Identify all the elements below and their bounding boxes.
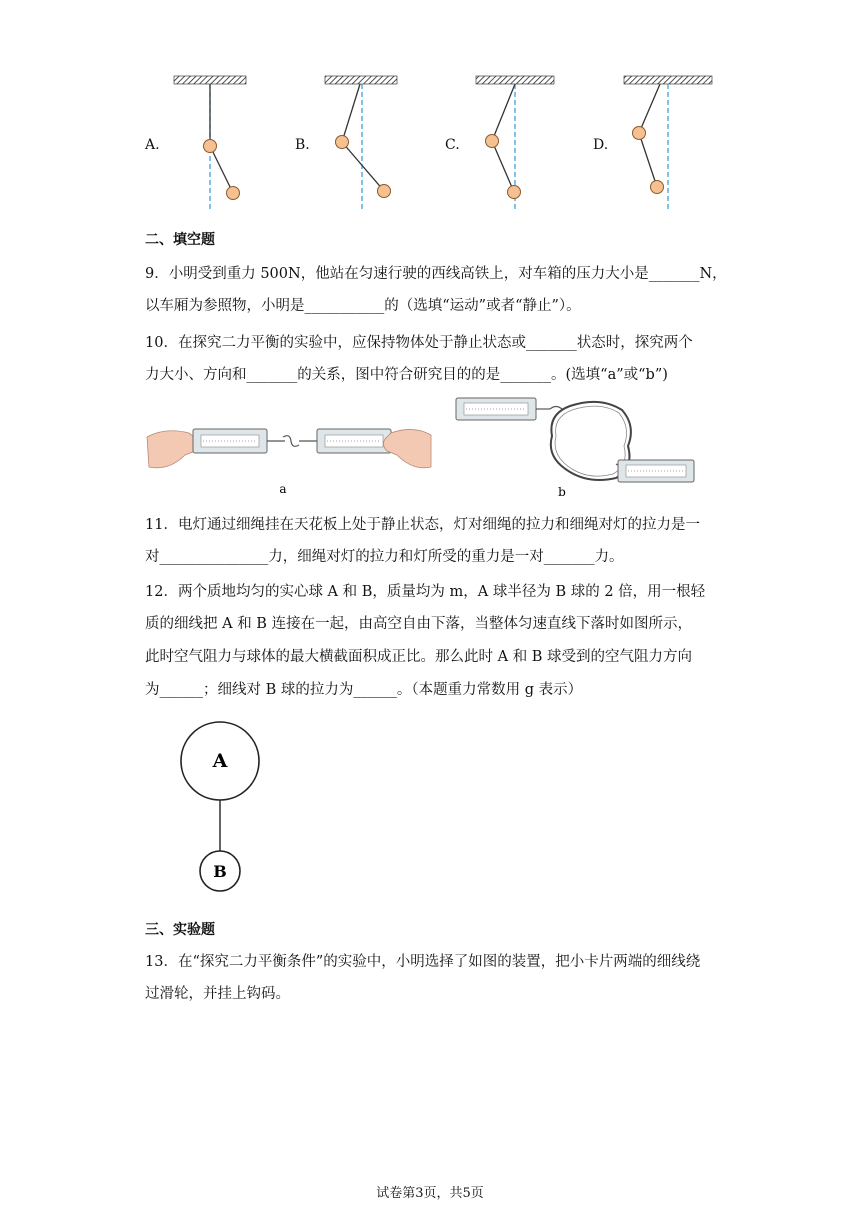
q9-line-2: 以车厢为参照物，小明是___________的（选填“运动”或者“静止”）。 [145,298,581,314]
pendulum-a [174,76,246,212]
section-heading-fill-in: 二、填空题 [145,232,215,248]
pendulum-b [325,76,397,212]
balls-figure [170,718,280,898]
figure-a-spring-scales [145,415,435,495]
pendulum-figures [0,0,860,220]
figure-a-label: a [279,482,287,495]
option-c-label: C. [445,137,460,153]
figure-b-label: b [558,485,566,499]
ball-a-label: A [212,750,228,772]
q12-line-1: 12．两个质地均匀的实心球 A 和 B，质量均为 m，A 球半径为 B 球的 2 倍，用一根轻 [145,584,706,600]
q11-line-2: 对_______________力，细绳对灯的拉力和灯所受的重力是一对_______力。 [145,549,624,565]
ball-b-label: B [213,862,227,881]
figure-b-spring-scales [450,392,700,502]
q11-line-1: 11．电灯通过细绳挂在天花板上处于静止状态，灯对细绳的拉力和细绳对灯的拉力是一 [145,517,700,533]
q9-line-1: 9．小明受到重力 500N，他站在匀速行驶的西线高铁上，对车箱的压力大小是_______N， [145,266,727,282]
section-heading-experiment: 三、实验题 [145,922,215,938]
pendulum-c [476,76,554,212]
q10-line-2: 力大小、方向和_______的关系，图中符合研究目的的是_______。(选填“a”或“b”) [145,367,668,383]
option-a-label: A. [145,137,160,153]
right-hand [383,429,431,467]
option-d-label: D. [593,137,609,153]
pendulum-d [624,76,712,212]
q12-line-4: 为______；细线对 B 球的拉力为______。（本题重力常数用 g 表示） [145,682,583,698]
q10-line-1: 10．在探究二力平衡的实验中，应保持物体处于静止状态或_______状态时，探究两个 [145,335,693,351]
q12-line-3: 此时空气阻力与球体的最大横截面积成正比。那么此时 A 和 B 球受到的空气阻力方向 [145,649,693,665]
q12-line-2: 质的细线把 A 和 B 连接在一起，由高空自由下落，当整体匀速直线下落时如图所示， [145,616,693,632]
q13-line-2: 过滑轮，并挂上钩码。 [145,986,290,1002]
left-hand [147,431,199,468]
q13-line-1: 13．在“探究二力平衡条件”的实验中，小明选择了如图的装置，把小卡片两端的细线绕 [145,954,701,970]
option-b-label: B. [295,137,310,153]
page-footer: 试卷第3页，共5页 [376,1186,484,1201]
